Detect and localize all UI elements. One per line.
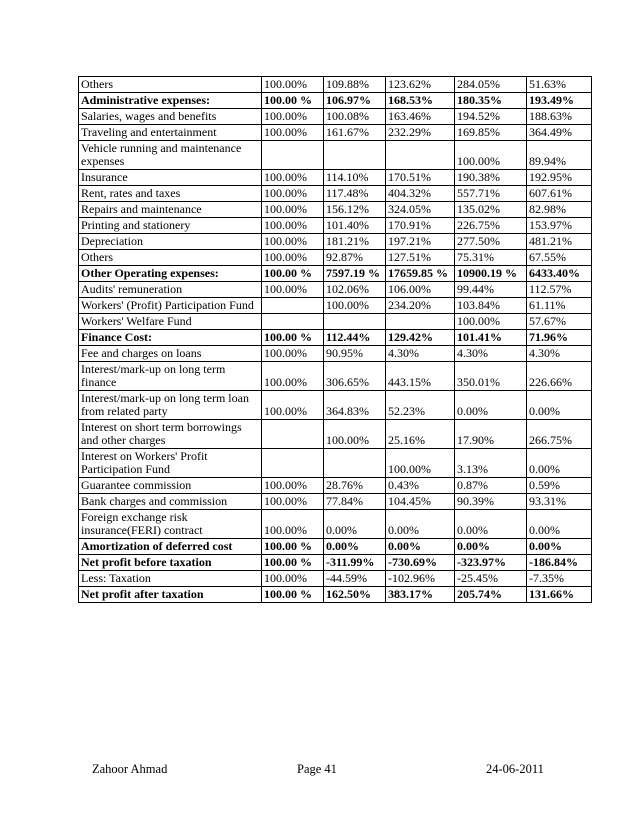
value-cell: 106.00% [386,282,455,298]
row-label-cell: Administrative expenses: [79,93,262,109]
value-cell: 163.46% [386,109,455,125]
value-cell: 0.00% [455,510,527,539]
value-cell: 100.00% [262,250,324,266]
value-cell: -186.84% [527,555,592,571]
value-cell: 153.97% [527,218,592,234]
value-cell: 100.00% [262,362,324,391]
value-cell: 100.00 % [262,266,324,282]
table-row [79,234,592,250]
value-cell: 100.00 % [262,330,324,346]
value-cell: 17.90% [455,420,527,449]
value-cell: 0.59% [527,478,592,494]
value-cell: 234.20% [386,298,455,314]
value-cell: 71.96% [527,330,592,346]
value-cell: 106.97% [324,93,386,109]
value-cell: 168.53% [386,93,455,109]
value-cell: 129.42% [386,330,455,346]
value-cell: 100.00 % [262,587,324,603]
value-cell [262,141,324,170]
value-cell: 100.00% [262,170,324,186]
row-label-cell: Depreciation [79,234,262,250]
value-cell: 181.21% [324,234,386,250]
financial-table [78,76,592,603]
value-cell: 6433.40% [527,266,592,282]
value-cell: 0.00% [527,449,592,478]
table-row [79,494,592,510]
row-label-cell: Rent, rates and taxes [79,186,262,202]
value-cell: 4.30% [386,346,455,362]
footer-author: Zahoor Ahmad [92,762,168,776]
value-cell: 557.71% [455,186,527,202]
row-label-cell: Guarantee commission [79,478,262,494]
row-label-cell: Less: Taxation [79,571,262,587]
value-cell: 364.49% [527,125,592,141]
value-cell [386,141,455,170]
row-label-cell: Net profit before taxation [79,555,262,571]
table-row [79,298,592,314]
value-cell: 114.10% [324,170,386,186]
row-label-cell: Workers' (Profit) Participation Fund [79,298,262,314]
value-cell: 90.95% [324,346,386,362]
table-row [79,93,592,109]
row-label-cell: Interest on Workers' Profit Participation Fund [79,449,262,478]
value-cell: 135.02% [455,202,527,218]
value-cell: 100.00% [262,109,324,125]
value-cell: 197.21% [386,234,455,250]
value-cell: 443.15% [386,362,455,391]
table-row [79,555,592,571]
value-cell: 117.48% [324,186,386,202]
table-row [79,587,592,603]
value-cell: 277.50% [455,234,527,250]
value-cell [262,449,324,478]
row-label-cell: Finance Cost: [79,330,262,346]
value-cell: 100.00% [386,449,455,478]
value-cell: 100.00% [455,314,527,330]
value-cell: 101.40% [324,218,386,234]
value-cell: 92.87% [324,250,386,266]
table-row [79,202,592,218]
row-label-cell: Net profit after taxation [79,587,262,603]
row-label-cell: Amortization of deferred cost [79,539,262,555]
row-label-cell: Audits' remuneration [79,282,262,298]
table-row [79,330,592,346]
value-cell: 101.41% [455,330,527,346]
value-cell: 131.66% [527,587,592,603]
table-row [79,571,592,587]
value-cell: 192.95% [527,170,592,186]
value-cell: 306.65% [324,362,386,391]
value-cell: 4.30% [455,346,527,362]
value-cell: -730.69% [386,555,455,571]
table-row [79,266,592,282]
row-label-cell: Fee and charges on loans [79,346,262,362]
value-cell: 190.38% [455,170,527,186]
row-label-cell: Traveling and entertainment [79,125,262,141]
value-cell: 0.87% [455,478,527,494]
value-cell: 100.00% [262,510,324,539]
row-label-cell: Repairs and maintenance [79,202,262,218]
value-cell: 100.00% [262,186,324,202]
value-cell: -102.96% [386,571,455,587]
value-cell: 100.00% [262,478,324,494]
financial-table-body [79,77,592,603]
value-cell: 404.32% [386,186,455,202]
table-row [79,420,592,449]
value-cell: -311.99% [324,555,386,571]
footer-date: 24-06-2011 [486,762,544,776]
value-cell: 266.75% [527,420,592,449]
row-label-cell: Printing and stationery [79,218,262,234]
value-cell: 90.39% [455,494,527,510]
row-label-cell: Interest on short term borrowings and other charges [79,420,262,449]
value-cell: 0.00% [386,539,455,555]
value-cell: 100.00 % [262,555,324,571]
value-cell: 607.61% [527,186,592,202]
value-cell: 170.51% [386,170,455,186]
row-label-cell: Interest/mark-up on long term loan from related party [79,391,262,420]
value-cell: 100.00% [262,202,324,218]
value-cell: 0.00% [455,391,527,420]
value-cell: 169.85% [455,125,527,141]
value-cell: 232.29% [386,125,455,141]
value-cell: 28.76% [324,478,386,494]
value-cell: 364.83% [324,391,386,420]
footer-page-number: Page 41 [297,762,337,776]
table-row [79,362,592,391]
value-cell: 89.94% [527,141,592,170]
value-cell: 170.91% [386,218,455,234]
value-cell: 481.21% [527,234,592,250]
value-cell: 4.30% [527,346,592,362]
value-cell [324,141,386,170]
row-label-cell: Insurance [79,170,262,186]
value-cell: 226.75% [455,218,527,234]
table-row [79,449,592,478]
value-cell: 51.63% [527,77,592,93]
table-row [79,77,592,93]
value-cell: 324.05% [386,202,455,218]
value-cell: 0.43% [386,478,455,494]
value-cell: 284.05% [455,77,527,93]
value-cell: -25.45% [455,571,527,587]
value-cell: 156.12% [324,202,386,218]
value-cell: 100.00% [262,125,324,141]
row-label-cell: Salaries, wages and benefits [79,109,262,125]
value-cell: 123.62% [386,77,455,93]
value-cell: 127.51% [386,250,455,266]
value-cell [324,449,386,478]
value-cell: 162.50% [324,587,386,603]
value-cell: 100.00% [262,234,324,250]
value-cell: 103.84% [455,298,527,314]
value-cell: 0.00% [527,391,592,420]
value-cell: 57.67% [527,314,592,330]
value-cell: 350.01% [455,362,527,391]
value-cell: 383.17% [386,587,455,603]
value-cell: 112.57% [527,282,592,298]
row-label-cell: Others [79,77,262,93]
value-cell [324,314,386,330]
table-row [79,125,592,141]
value-cell: 100.00% [455,141,527,170]
value-cell: 61.11% [527,298,592,314]
value-cell: 226.66% [527,362,592,391]
row-label-cell: Vehicle running and maintenance expenses [79,141,262,170]
value-cell: 77.84% [324,494,386,510]
row-label-cell: Workers' Welfare Fund [79,314,262,330]
value-cell [262,314,324,330]
value-cell: 100.00% [262,77,324,93]
value-cell: 0.00% [324,510,386,539]
value-cell: 161.67% [324,125,386,141]
value-cell: 193.49% [527,93,592,109]
value-cell: 100.00% [262,218,324,234]
value-cell: 100.00 % [262,539,324,555]
value-cell: 104.45% [386,494,455,510]
value-cell: 0.00% [527,539,592,555]
value-cell: 100.00% [324,298,386,314]
table-row [79,170,592,186]
value-cell: 100.00% [262,571,324,587]
value-cell: 180.35% [455,93,527,109]
value-cell: 100.00% [262,346,324,362]
value-cell: 100.00% [262,494,324,510]
table-row [79,346,592,362]
value-cell: 0.00% [455,539,527,555]
value-cell: 0.00% [386,510,455,539]
table-row [79,109,592,125]
value-cell: 0.00% [324,539,386,555]
table-row [79,282,592,298]
value-cell: 100.08% [324,109,386,125]
value-cell: 188.63% [527,109,592,125]
row-label-cell: Other Operating expenses: [79,266,262,282]
table-row [79,218,592,234]
value-cell [262,298,324,314]
value-cell: 205.74% [455,587,527,603]
value-cell: 17659.85 % [386,266,455,282]
value-cell: 112.44% [324,330,386,346]
value-cell: 67.55% [527,250,592,266]
value-cell: 82.98% [527,202,592,218]
value-cell: 10900.19 % [455,266,527,282]
row-label-cell: Bank charges and commission [79,494,262,510]
value-cell: -7.35% [527,571,592,587]
table-row [79,539,592,555]
value-cell [386,314,455,330]
value-cell: 100.00% [324,420,386,449]
value-cell: 0.00% [527,510,592,539]
table-row [79,186,592,202]
row-label-cell: Foreign exchange risk insurance(FERI) contract [79,510,262,539]
value-cell: -323.97% [455,555,527,571]
value-cell: 7597.19 % [324,266,386,282]
value-cell: 52.23% [386,391,455,420]
table-row [79,391,592,420]
table-row [79,510,592,539]
row-label-cell: Others [79,250,262,266]
value-cell: -44.59% [324,571,386,587]
value-cell: 3.13% [455,449,527,478]
value-cell [262,420,324,449]
row-label-cell: Interest/mark-up on long term finance [79,362,262,391]
value-cell: 109.88% [324,77,386,93]
table-row [79,250,592,266]
value-cell: 100.00% [262,282,324,298]
value-cell: 25.16% [386,420,455,449]
table-row [79,314,592,330]
table-row [79,478,592,494]
value-cell: 93.31% [527,494,592,510]
value-cell: 102.06% [324,282,386,298]
value-cell: 99.44% [455,282,527,298]
value-cell: 194.52% [455,109,527,125]
value-cell: 100.00% [262,391,324,420]
table-row [79,141,592,170]
value-cell: 75.31% [455,250,527,266]
value-cell: 100.00 % [262,93,324,109]
